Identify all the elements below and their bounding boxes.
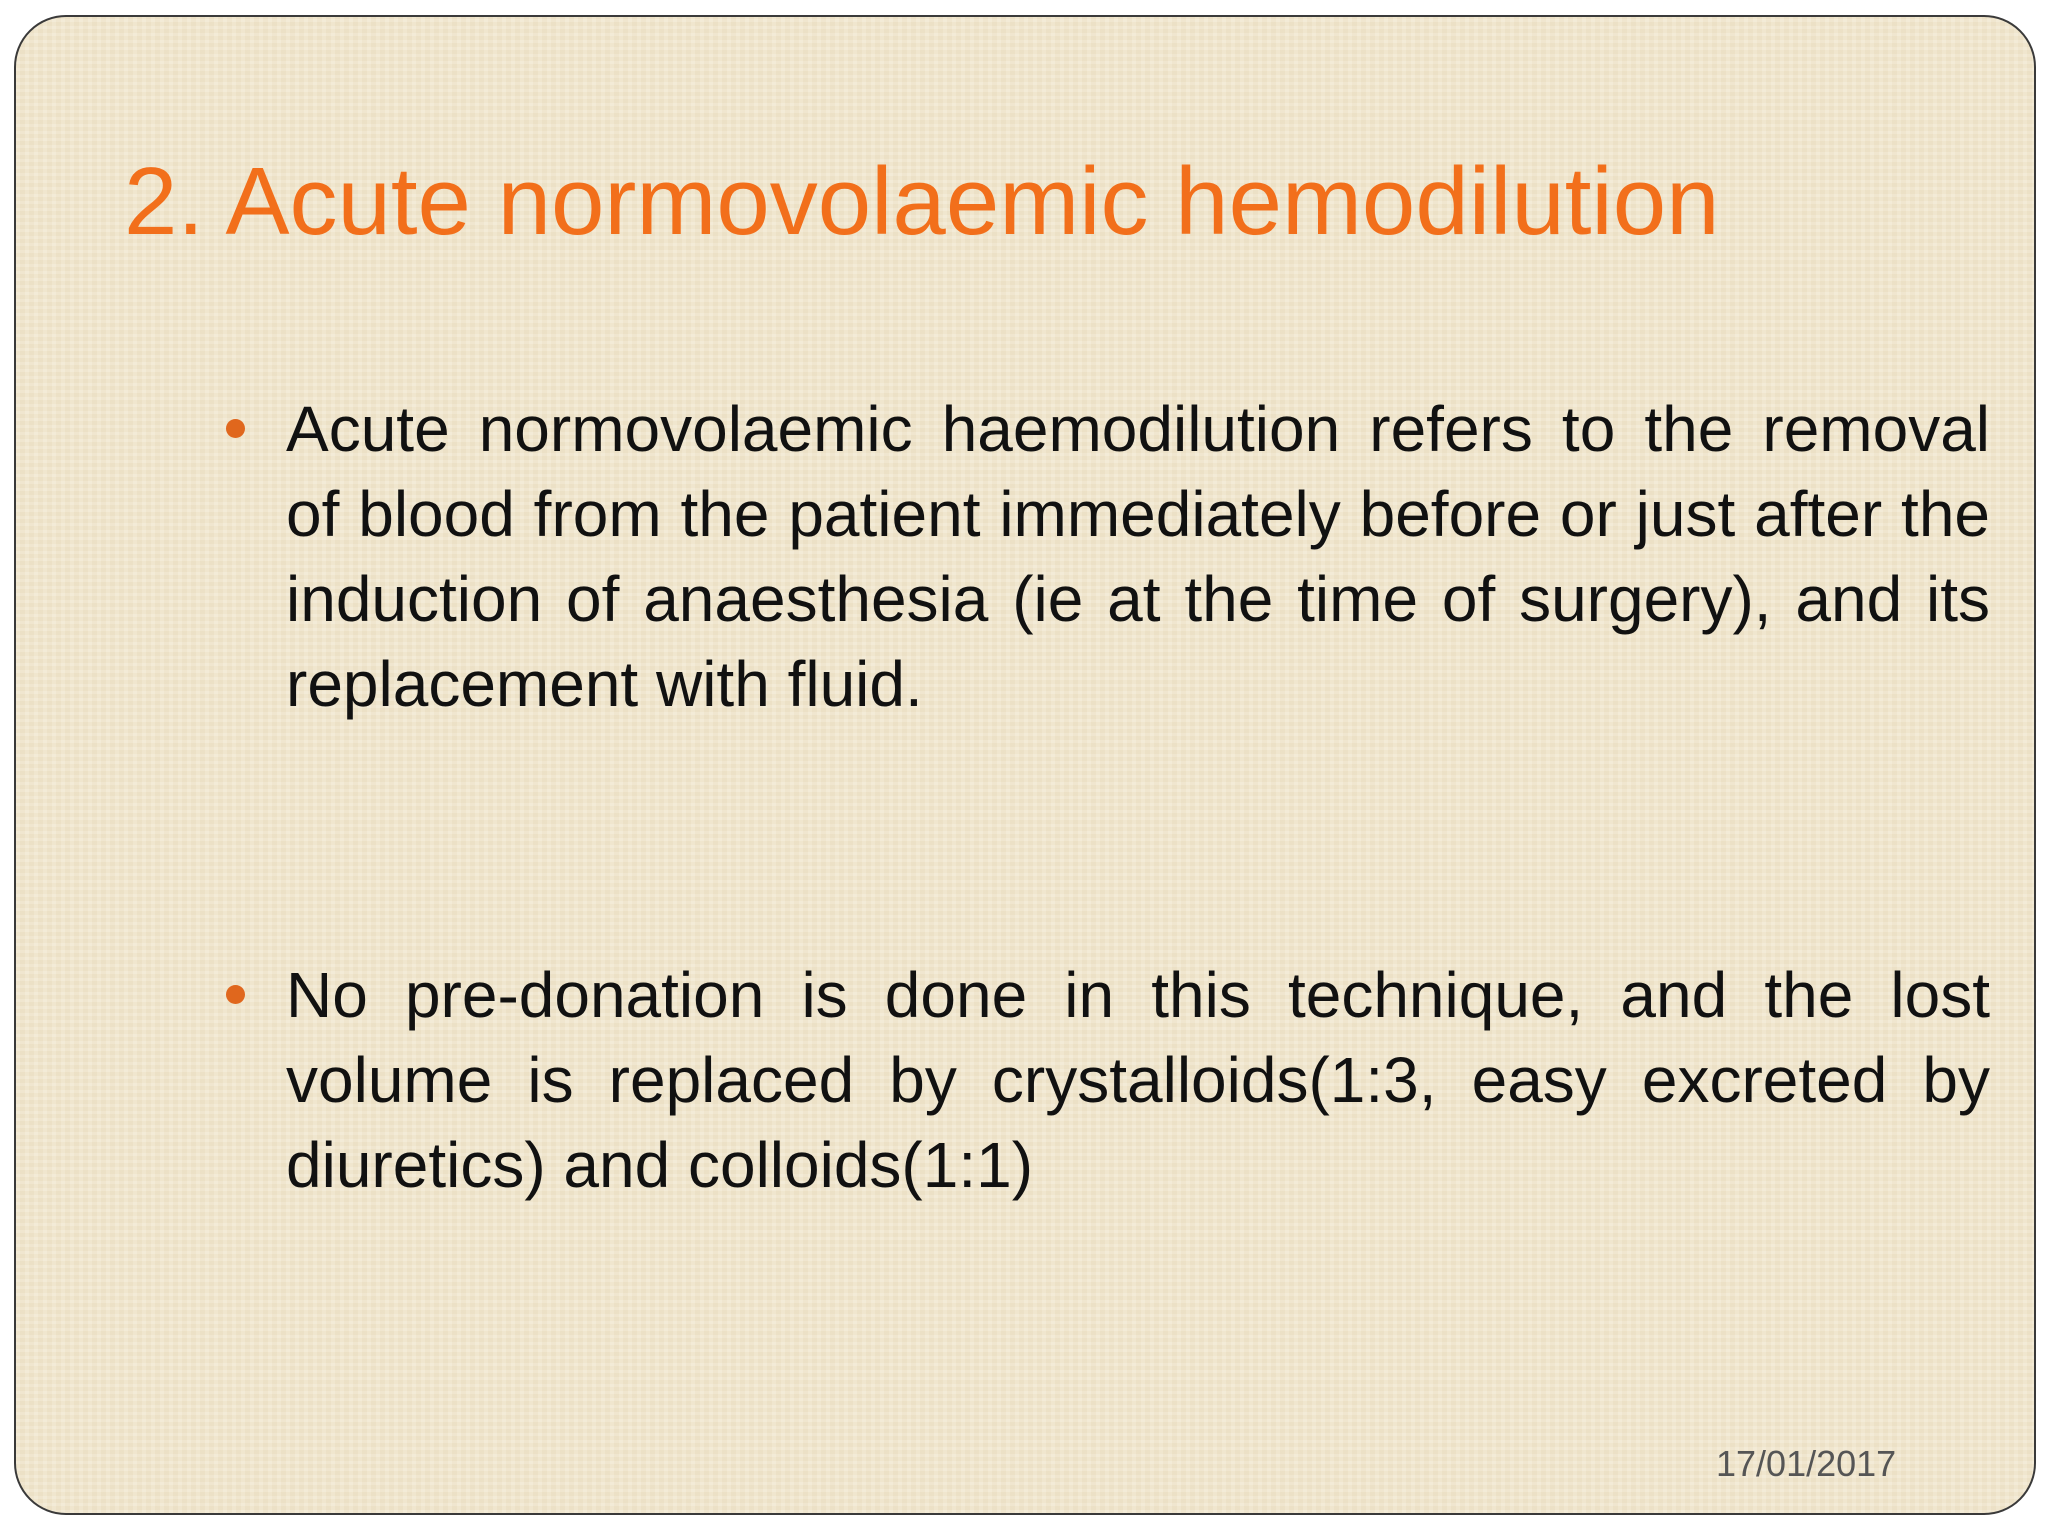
bullet-item [216,953,1990,1208]
slide [14,15,2036,1515]
bullet-text: No pre-donation is done in this technique, and the lost volume is replaced by crystalloids(1:3, easy excreted by diuretics) and colloids(1:1) [286,959,1990,1201]
bullet-dot-icon [226,419,245,438]
bullet-list [216,387,1990,1208]
bullet-dot-icon [226,985,245,1004]
bullet-item [216,387,1990,727]
slide-title: 2. Acute normovolaemic hemodilution [124,148,1720,255]
bullet-text: Acute normovolaemic haemodilution refers to the removal of blood from the patient immediately before or just after the induction of anaesthesia (ie at the time of surgery), and its replacement with fluid. [286,393,1990,720]
slide-date: 17/01/2017 [1716,1443,1897,1484]
